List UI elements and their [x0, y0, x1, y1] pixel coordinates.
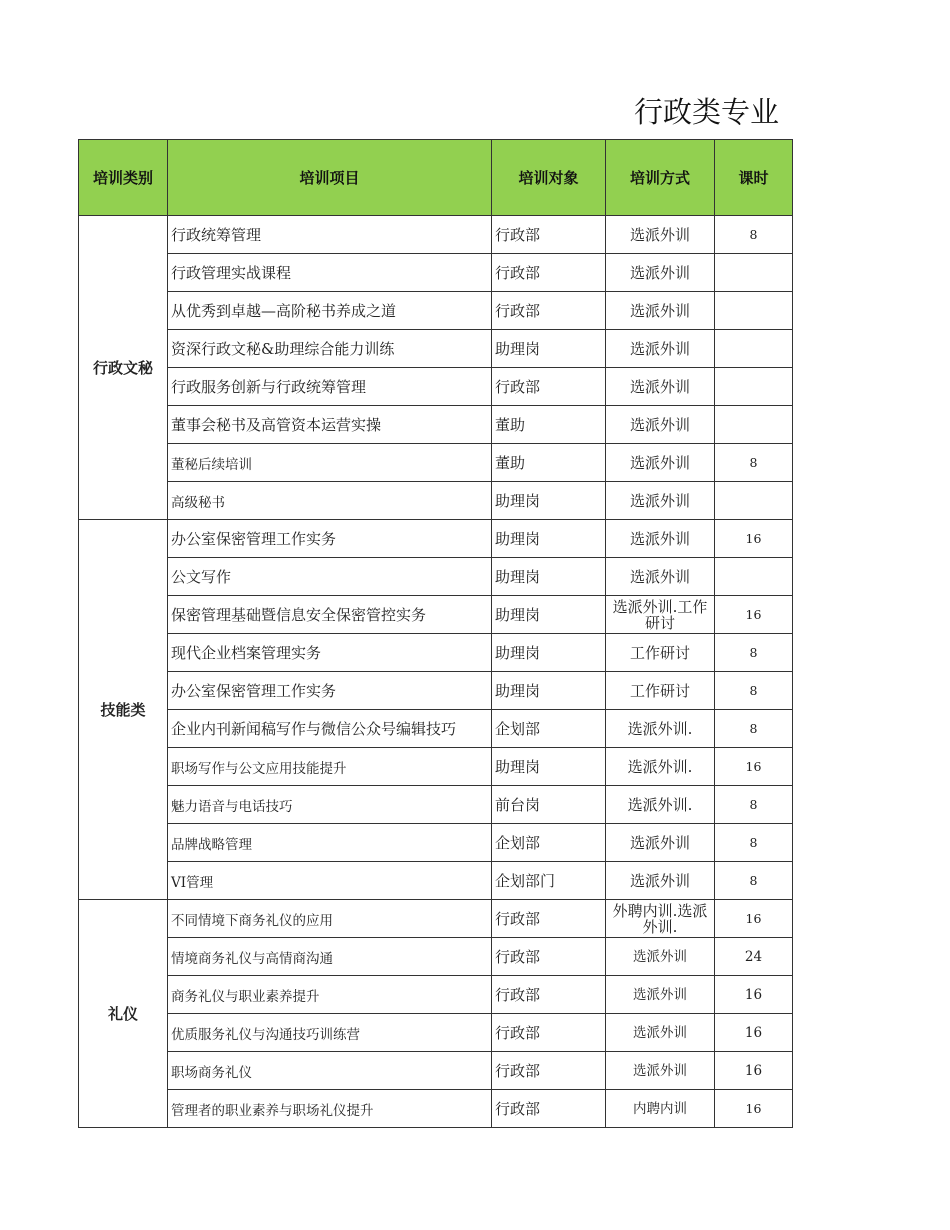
hours-cell: 8 [715, 786, 793, 824]
target-cell: 助理岗 [492, 520, 606, 558]
method-cell: 选派外训. [606, 710, 715, 748]
category-cell: 行政文秘 [79, 216, 168, 520]
item-cell: 公文写作 [168, 558, 492, 596]
method-cell: 选派外训. [606, 748, 715, 786]
method-cell: 选派外训 [606, 862, 715, 900]
target-cell: 董助 [492, 406, 606, 444]
method-cell: 选派外训 [606, 824, 715, 862]
table-row [79, 862, 793, 900]
hours-cell: 8 [715, 710, 793, 748]
header-category: 培训类别 [79, 140, 168, 216]
hours-cell: 8 [715, 634, 793, 672]
training-table [78, 139, 793, 1128]
target-cell: 助理岗 [492, 748, 606, 786]
target-cell: 助理岗 [492, 672, 606, 710]
table-row [79, 254, 793, 292]
table-row [79, 938, 793, 976]
target-cell: 行政部 [492, 1052, 606, 1090]
hours-cell [715, 368, 793, 406]
header-hours: 课时 [715, 140, 793, 216]
method-cell: 选派外训 [606, 938, 715, 976]
method-cell: 选派外训 [606, 292, 715, 330]
method-cell: 选派外训. [606, 786, 715, 824]
item-cell: 职场商务礼仪 [168, 1052, 492, 1090]
item-cell: 办公室保密管理工作实务 [168, 520, 492, 558]
hours-cell [715, 330, 793, 368]
table-row [79, 520, 793, 558]
item-cell: 现代企业档案管理实务 [168, 634, 492, 672]
hours-cell: 8 [715, 444, 793, 482]
method-cell: 选派外训 [606, 254, 715, 292]
item-cell: 行政统筹管理 [168, 216, 492, 254]
method-cell: 内聘内训 [606, 1090, 715, 1128]
method-cell: 外聘内训.选派外训. [606, 900, 715, 938]
hours-cell [715, 558, 793, 596]
item-cell: 保密管理基础暨信息安全保密管控实务 [168, 596, 492, 634]
hours-cell: 16 [715, 1014, 793, 1052]
method-cell: 选派外训.工作研讨 [606, 596, 715, 634]
item-cell: 职场写作与公文应用技能提升 [168, 748, 492, 786]
table-row [79, 786, 793, 824]
hours-cell [715, 406, 793, 444]
hours-cell [715, 482, 793, 520]
item-cell: 企业内刊新闻稿写作与微信公众号编辑技巧 [168, 710, 492, 748]
method-cell: 工作研讨 [606, 634, 715, 672]
method-cell: 选派外训 [606, 482, 715, 520]
item-cell: 董秘后续培训 [168, 444, 492, 482]
hours-cell: 16 [715, 1052, 793, 1090]
table-row [79, 596, 793, 634]
target-cell: 前台岗 [492, 786, 606, 824]
hours-cell: 8 [715, 672, 793, 710]
hours-cell: 8 [715, 862, 793, 900]
target-cell: 助理岗 [492, 634, 606, 672]
table-row [79, 1052, 793, 1090]
table-row [79, 292, 793, 330]
method-cell: 选派外训 [606, 444, 715, 482]
target-cell: 行政部 [492, 368, 606, 406]
method-cell: 选派外训 [606, 976, 715, 1014]
method-cell: 选派外训 [606, 406, 715, 444]
table-row [79, 634, 793, 672]
target-cell: 行政部 [492, 900, 606, 938]
table-row [79, 1014, 793, 1052]
table-header-row [79, 140, 793, 216]
hours-cell [715, 254, 793, 292]
item-cell: 优质服务礼仪与沟通技巧训练营 [168, 1014, 492, 1052]
method-cell: 工作研讨 [606, 672, 715, 710]
item-cell: 从优秀到卓越—高阶秘书养成之道 [168, 292, 492, 330]
item-cell: 情境商务礼仪与高情商沟通 [168, 938, 492, 976]
target-cell: 助理岗 [492, 558, 606, 596]
method-cell: 选派外训 [606, 1014, 715, 1052]
target-cell: 行政部 [492, 938, 606, 976]
target-cell: 行政部 [492, 254, 606, 292]
item-cell: 高级秘书 [168, 482, 492, 520]
target-cell: 行政部 [492, 1014, 606, 1052]
hours-cell: 16 [715, 976, 793, 1014]
item-cell: 资深行政文秘&助理综合能力训练 [168, 330, 492, 368]
item-cell: 行政管理实战课程 [168, 254, 492, 292]
item-cell: 不同情境下商务礼仪的应用 [168, 900, 492, 938]
header-item: 培训项目 [168, 140, 492, 216]
target-cell: 行政部 [492, 976, 606, 1014]
method-cell: 选派外训 [606, 330, 715, 368]
category-cell: 礼仪 [79, 900, 168, 1128]
method-cell: 选派外训 [606, 520, 715, 558]
item-cell: 商务礼仪与职业素养提升 [168, 976, 492, 1014]
method-cell: 选派外训 [606, 1052, 715, 1090]
target-cell: 企划部门 [492, 862, 606, 900]
page-title: 行政类专业 [634, 95, 780, 129]
table-row [79, 672, 793, 710]
target-cell: 企划部 [492, 824, 606, 862]
table-row [79, 748, 793, 786]
hours-cell: 16 [715, 900, 793, 938]
target-cell: 董助 [492, 444, 606, 482]
target-cell: 助理岗 [492, 330, 606, 368]
table-row [79, 368, 793, 406]
header-method: 培训方式 [606, 140, 715, 216]
table-row [79, 330, 793, 368]
hours-cell: 16 [715, 520, 793, 558]
hours-cell: 8 [715, 824, 793, 862]
table-row [79, 900, 793, 938]
table-row [79, 558, 793, 596]
hours-cell [715, 292, 793, 330]
hours-cell: 8 [715, 216, 793, 254]
table-row [79, 406, 793, 444]
target-cell: 行政部 [492, 216, 606, 254]
hours-cell: 16 [715, 748, 793, 786]
method-cell: 选派外训 [606, 558, 715, 596]
hours-cell: 16 [715, 596, 793, 634]
target-cell: 行政部 [492, 1090, 606, 1128]
table-row [79, 976, 793, 1014]
table-row [79, 482, 793, 520]
target-cell: 企划部 [492, 710, 606, 748]
item-cell: 行政服务创新与行政统筹管理 [168, 368, 492, 406]
target-cell: 助理岗 [492, 596, 606, 634]
target-cell: 助理岗 [492, 482, 606, 520]
hours-cell: 24 [715, 938, 793, 976]
item-cell: 魅力语音与电话技巧 [168, 786, 492, 824]
method-cell: 选派外训 [606, 216, 715, 254]
item-cell: 品牌战略管理 [168, 824, 492, 862]
target-cell: 行政部 [492, 292, 606, 330]
header-target: 培训对象 [492, 140, 606, 216]
item-cell: 管理者的职业素养与职场礼仪提升 [168, 1090, 492, 1128]
table-row [79, 216, 793, 254]
title-area [600, 88, 794, 138]
table-row [79, 824, 793, 862]
hours-cell: 16 [715, 1090, 793, 1128]
category-cell: 技能类 [79, 520, 168, 900]
item-cell: 办公室保密管理工作实务 [168, 672, 492, 710]
table-row [79, 710, 793, 748]
table-row [79, 1090, 793, 1128]
method-cell: 选派外训 [606, 368, 715, 406]
table-row [79, 444, 793, 482]
item-cell: VI管理 [168, 862, 492, 900]
item-cell: 董事会秘书及高管资本运营实操 [168, 406, 492, 444]
